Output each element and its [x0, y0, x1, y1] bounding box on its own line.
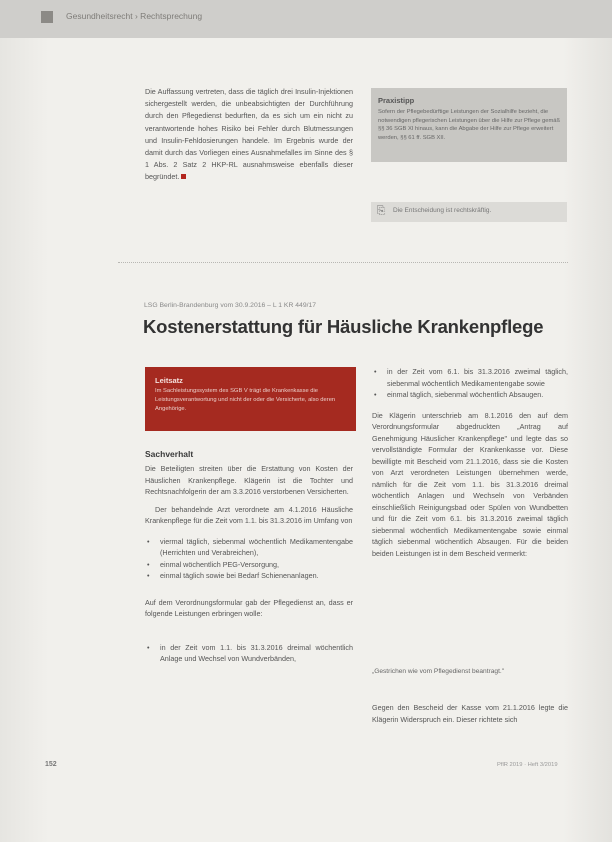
list-item: • einmal täglich sowie bei Bedarf Schienenanlagen.	[147, 570, 353, 582]
bullet-list-2	[147, 642, 353, 665]
header-bar	[0, 0, 612, 38]
bullet-list-1	[147, 536, 353, 582]
right-column-body	[372, 366, 568, 559]
journal-footer: PflR 2019 · Heft 3/2019	[497, 762, 558, 768]
sachverhalt-heading: Sachverhalt	[145, 449, 194, 459]
praxistipp-title: Praxistipp	[378, 96, 415, 105]
list-item: • einmal täglich, siebenmal wöchentlich Absaugen.	[374, 389, 568, 401]
hinweis-box	[371, 202, 567, 222]
breadcrumb: Gesundheitsrecht › Rechtsprechung	[66, 11, 203, 21]
section-marker-icon	[41, 11, 53, 23]
leitsatz-title: Leitsatz	[155, 376, 183, 385]
page-number: 152	[45, 761, 57, 768]
leitsatz-box	[145, 367, 356, 431]
section-divider	[118, 262, 568, 263]
paragraph-3: Auf dem Verordnungsformular gab der Pflegedienst an, dass er folgende Leistungen erbringen wolle:	[145, 597, 353, 618]
article-headline: Kostenerstattung für Häusliche Krankenpflege	[143, 316, 544, 337]
list-item: • einmal wöchentlich PEG-Versorgung,	[147, 559, 353, 571]
praxistipp-box	[371, 88, 567, 162]
paragraph-right: Die Klägerin unterschrieb am 8.1.2016 den auf dem Verordnungsformular abgedruckten „Antrag auf Genehmigung Häuslicher Krankenpflege" und legte das so vervollständigte Formular der Krankenkasse vor. Diese bewilligte mit Bescheid vom 21.1.2016, dass sie die Kosten von Arzt verordneten Leistungen übernehmen werde, nämlich für die Zeit vom 1.1. bis 31.3.2016 dreimal wöchentlich Anlagen und Wechseln von Verbänden einschließlich Reinigungsbad oder Spülen von Wundbetten und für die Zeit vom 6.1. bis 31.3.2016 zweimal täglich siebenmal wöchentlich Medikamentengabe sowie einmal täglich siebenmal wöchentlich Absaugen. Für die beiden beiden Leistungen ist in dem Bescheid vermerkt:	[372, 410, 568, 558]
praxistipp-text: Sofern der Pflegebedürftige Leistungen der Sozialhilfe bezieht, die notwendigen pflegerischen Leistungen über die Hilfe zur Pflege gemäß §§ 36 SGB XI hinaus, kann die Abgabe der Hilfe zur Pflege erweitert werden, §§ 61 ff. SGB XII.	[378, 109, 561, 141]
bullet-list-right	[374, 366, 568, 401]
left-column-body	[145, 463, 353, 665]
list-item: • in der Zeit vom 6.1. bis 31.3.2016 zweimal täglich, siebenmal wöchentlich Medikamentengabe sowie	[374, 366, 568, 389]
paragraph-right-last: Gegen den Bescheid der Kasse vom 21.1.2016 legte die Klägerin Widerspruch ein. Dieser richtete sich	[372, 703, 568, 724]
list-item: • viermal täglich, siebenmal wöchentlich Medikamentengabe (Herrichten und Verabreichen),	[147, 536, 353, 559]
quoted-note: „Gestrichen wie vom Pflegedienst beantragt."	[372, 668, 505, 675]
end-mark-icon	[181, 174, 186, 179]
hinweis-text: Die Entscheidung ist rechtskräftig.	[393, 207, 492, 214]
list-item: • in der Zeit vom 1.1. bis 31.3.2016 dreimal wöchentlich Anlage und Wechsel von Wundverbänden,	[147, 642, 353, 665]
paragraph-1: Die Beteiligten streiten über die Erstattung von Kosten der Häuslichen Krankenpflege. Klägerin ist die Tochter und Rechtsnachfolgerin der am 3.3.2016 verstorbenen Versicherten.	[145, 464, 353, 496]
paragraph-text: Die Auffassung vertreten, dass die täglich drei Insulin-Injektionen sichergestellt werden, die unbeabsichtigten der Durchführung durch den Pflegedienst bedurften, da es sich um ein nicht zu verantwortende hohes Risiko bei Fehler durch Blutmessungen und Insulin-Fehldosierungen handele. Im Ergebnis wurde der damit durch das Vorliegen eines Ausnahmefalles im Sinne des § 1 Abs. 2 Satz 2 HKP-RL ausnahmsweise ebenfalls dieser begründet.	[145, 87, 353, 182]
top-left-paragraph	[145, 86, 353, 184]
leitsatz-text: Im Sachleistungssystem des SGB V trägt die Krankenkasse die Leistungsverantwortung und nicht der oder die Versicherte, also deren Angehörige.	[155, 388, 336, 412]
paragraph-2: Der behandelnde Arzt verordnete am 4.1.2016 Häusliche Krankenpflege für die Zeit vom 1.1. bis 31.3.2016 im Umfang von	[145, 504, 353, 525]
document-icon: ⎘	[376, 205, 386, 217]
article-meta: LSG Berlin-Brandenburg vom 30.9.2016 – L 1 KR 449/17	[144, 302, 317, 309]
